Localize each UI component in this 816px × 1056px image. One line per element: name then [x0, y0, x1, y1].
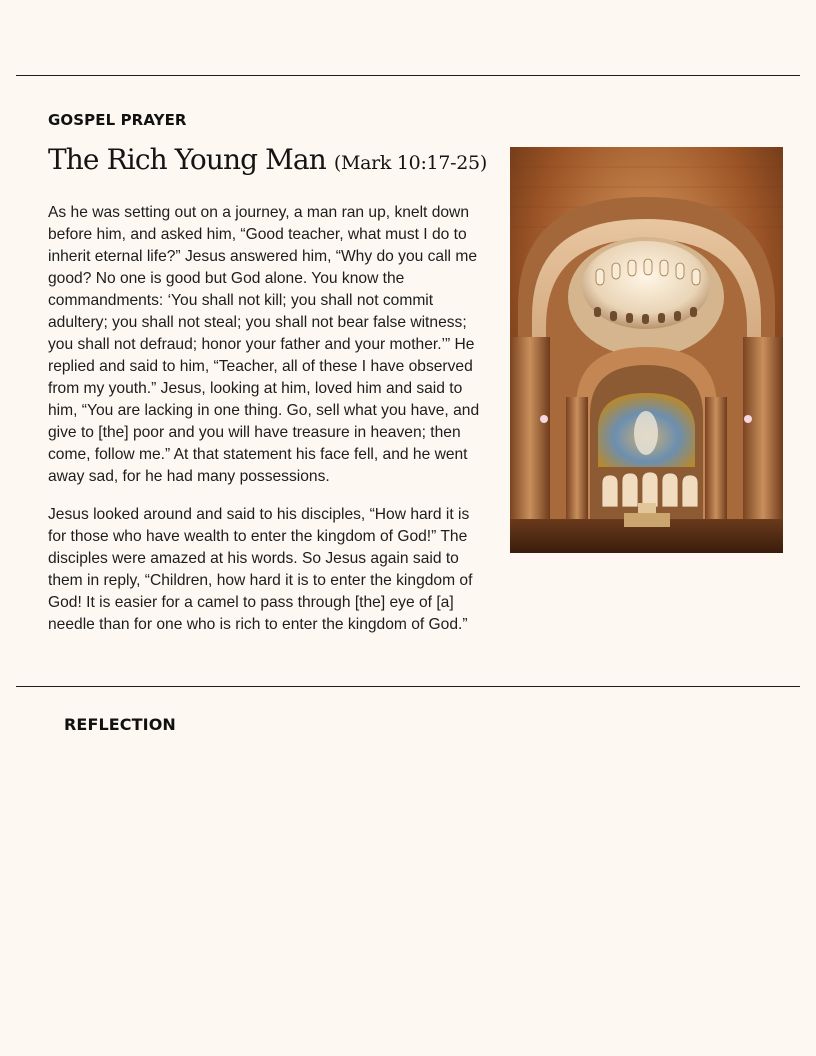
basilica-interior-photo [510, 147, 783, 553]
gospel-paragraph: As he was setting out on a journey, a man ran up, knelt down before him, and asked him, “Good teacher, what must I do to inherit eternal life?” Jesus answered him, “Why do you call me good? No one is good but God alone. You know the commandments: ‘You shall not kill; you shall not commit adultery; you shall not steal; you shall not bear false witness; you shall not defraud; honor your father and your mother.’” He replied and said to him, “Teacher, all of these I have observed from my youth.” Jesus, looking at him, loved him and said to him, “You are lacking in one thing. Go, sell what you have, and give to [the] poor and you will have treasure in heaven; then come, follow me.” At that statement his face fell, and he went away sad, for he had many possessions. [48, 204, 480, 485]
scripture-reference: (Mark 10:17-25) [333, 152, 487, 174]
gospel-paragraph: Jesus looked around and said to his disciples, “How hard it is for those who have wealth to enter the kingdom of God!” The disciples were amazed at his words. So Jesus again said to them in reply, “Children, how hard it is to enter the kingdom of God! It is easier for a camel to pass through [the] eye of [a] needle than for one who is rich to enter the kingdom of God.” [48, 506, 473, 633]
title-main: The Rich Young Man [48, 143, 326, 176]
section-label-gospel-prayer: GOSPEL PRAYER [48, 111, 187, 129]
gospel-text [48, 202, 484, 652]
mid-divider [16, 686, 800, 687]
top-divider [16, 75, 800, 76]
section-label-reflection: REFLECTION [64, 715, 176, 734]
page-title [48, 143, 487, 176]
